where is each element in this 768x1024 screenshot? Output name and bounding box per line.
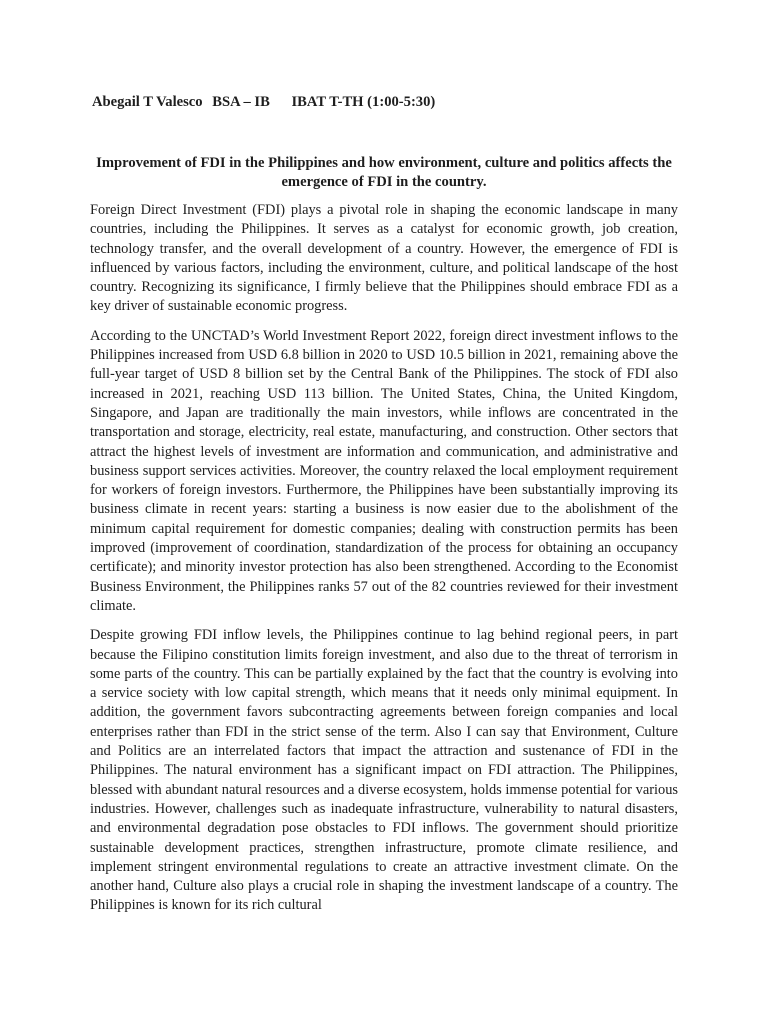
document-body (90, 201, 678, 916)
paragraph-intro: Foreign Direct Investment (FDI) plays a pivotal role in shaping the economic landscape in many countries, including the Philippines. It serves as a catalyst for economic growth, job creation, technology transfer, and the overall development of a country. However, the emergence of FDI is influenced by various factors, including the environment, culture, and political landscape of the host country. Recognizing its significance, I firmly believe that the Philippines should embrace FDI as a key driver of sustainable economic progress. (90, 202, 678, 315)
document-title: Improvement of FDI in the Philippines and how environment, culture and politics affects the emergence of FDI in the country. (96, 155, 672, 190)
author-name: Abegail T Valesco (92, 94, 203, 110)
paragraph-challenges: Despite growing FDI inflow levels, the Philippines continue to lag behind regional peers, in part because the Filipino constitution limits foreign investment, and also due to the threat of terrorism in some parts of the country. This can be partially explained by the fact that the country is evolving into a service society with low capital strength, which means that it needs only minimal equipment. In addition, the government favors subcontracting agreements between foreign companies and local enterprises rather than FDI in the strict sense of the term. Also I can say that Environment, Culture and Politics are an interrelated factors that impact the attraction and sustenance of FDI in the Philippines. The natural environment has a significant impact on FDI attraction. The Philippines, blessed with abundant natural resources and a diverse ecosystem, holds immense potential for various industries. However, challenges such as inadequate infrastructure, vulnerability to natural disasters, and environmental degradation pose obstacles to FDI inflows. The government should prioritize sustainable development practices, strengthen infrastructure, promote climate resilience, and implement stringent environmental regulations to create an attractive investment climate. On the another hand, Culture also plays a crucial role in shaping the investment landscape of a country. The Philippines is known for its rich cultural (90, 627, 678, 914)
author-header (92, 93, 692, 112)
author-program: BSA – IB (212, 94, 270, 110)
paragraph-unctad-report: According to the UNCTAD’s World Investment Report 2022, foreign direct investment inflows to the Philippines increased from USD 6.8 billion in 2020 to USD 10.5 billion in 2021, remaining above the full-year target of USD 8 billion set by the Central Bank of the Philippines. The stock of FDI also increased in 2021, reaching USD 113 billion. The United States, China, the United Kingdom, Singapore, and Japan are traditionally the main investors, while inflows are concentrated in the transportation and storage, electricity, real estate, manufacturing, and construction. Other sectors that attract the highest levels of investment are information and communication, and administrative and business support services activities. Moreover, the country relaxed the local employment requirement for workers of foreign investors. Furthermore, the Philippines have been substantially improving its business climate in recent years: starting a business is now easier due to the abolishment of the minimum capital requirement for domestic companies; dealing with construction permits has been improved (improvement of coordination, standardization of the process for obtaining an occupancy certificate); and minority investor protection has also been strengthened. According to the Economist Business Environment, the Philippines ranks 57 out of the 82 countries reviewed for their investment climate. (90, 327, 678, 614)
author-section: IBAT T-TH (1:00-5:30) (291, 94, 436, 110)
